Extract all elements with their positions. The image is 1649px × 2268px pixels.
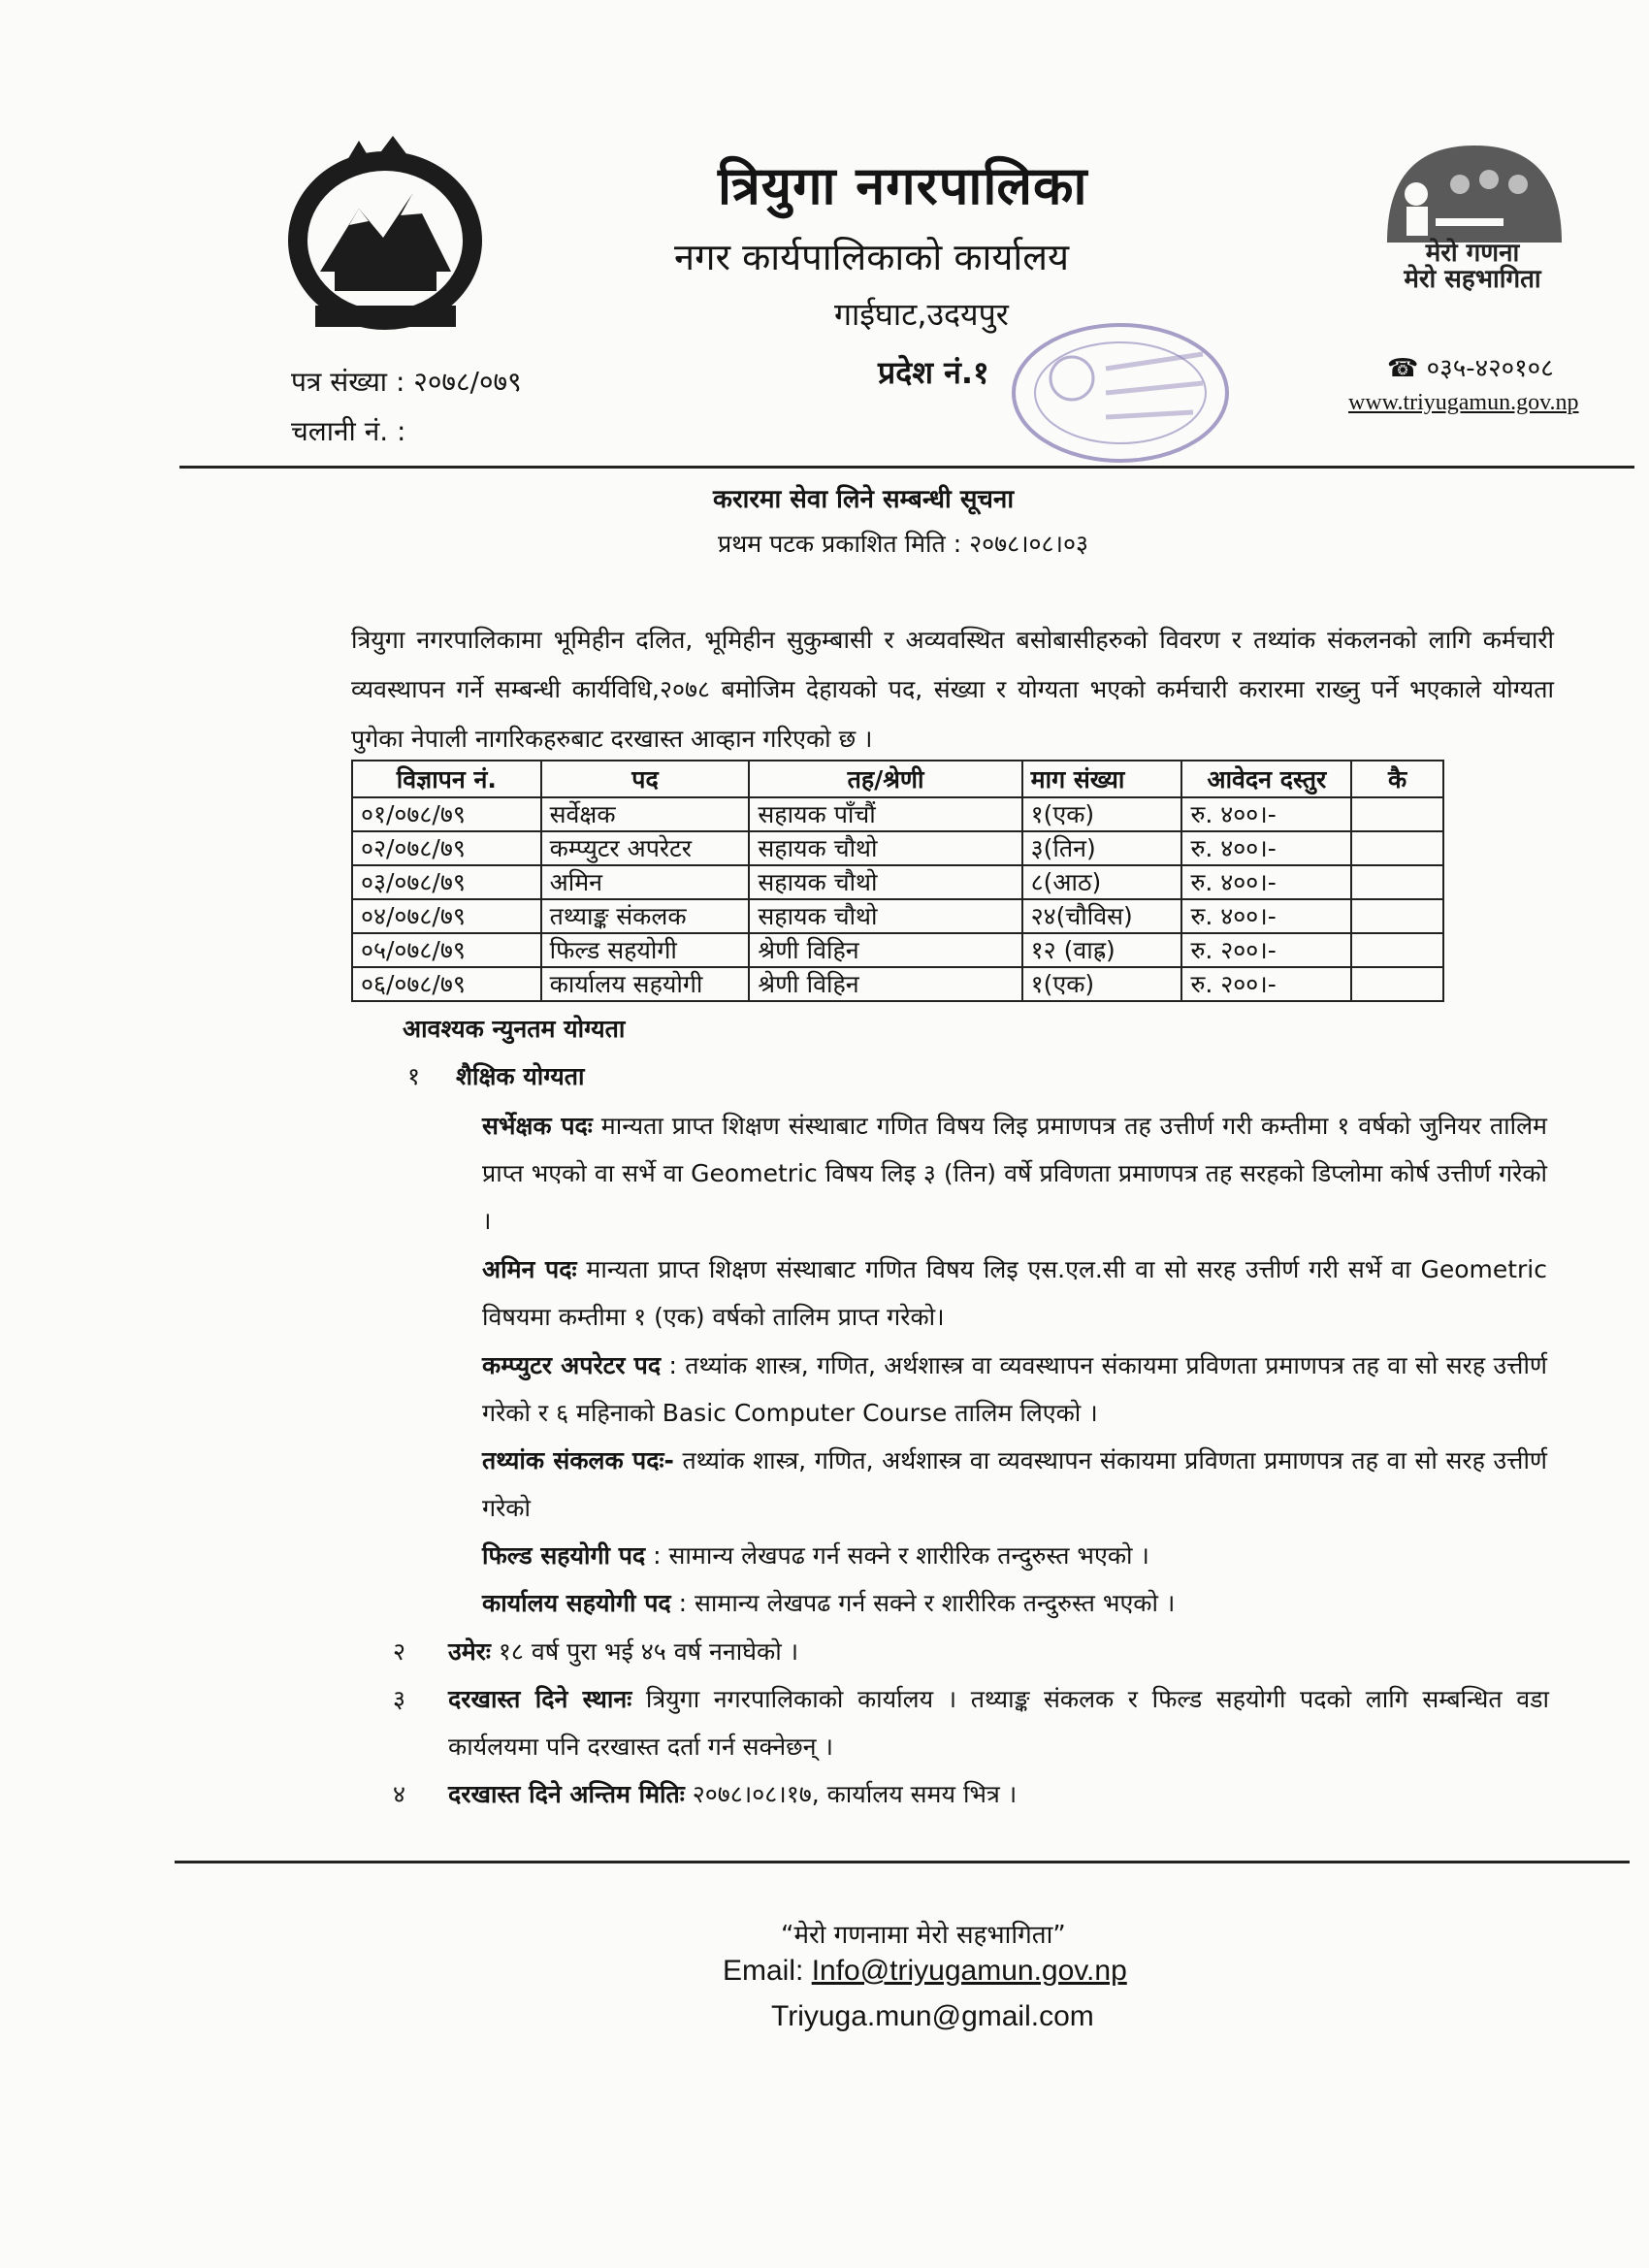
office-name: नगर कार्यपालिकाको कार्यालय <box>674 236 1070 278</box>
table-cell: सहायक पाँचौं <box>749 797 1021 831</box>
table-cell: फिल्ड सहयोगी <box>541 933 750 967</box>
enumerator-qualification: तथ्यांक संकलक पदः- तथ्यांक शास्त्र, गणित, अर्थशास्त्र वा व्यवस्थापन संकायमा प्रविणता प्रमाणपत्र तह वा सो सरह उत्तीर्ण गरेको <box>482 1446 1547 1522</box>
table-row <box>352 899 1443 933</box>
min-qualification-heading: आवश्यक न्युनतम योग्यता <box>403 1015 626 1043</box>
surveyor-label: सर्भेक्षक पदः <box>482 1112 593 1140</box>
age-label: उमेरः <box>448 1637 491 1666</box>
educational-qualification-heading: शैक्षिक योग्यता <box>456 1062 585 1090</box>
table-cell: ३(तिन) <box>1022 831 1182 865</box>
office-website-link[interactable]: www.triyugamun.gov.np <box>1348 390 1579 415</box>
application-place: दरखास्त दिने स्थानः त्रियुगा नगरपालिकाको कार्यालय । तथ्याङ्क संकलक र फिल्ड सहयोगी पदको लागि सम्बन्धित वडा कार्यलयमा पनि दरखास्त दर्ता गर्न सक्नेछन् । <box>448 1685 1549 1761</box>
office-seal-stamp <box>999 315 1237 470</box>
table-cell: ०५/०७८/७९ <box>352 933 541 967</box>
column-header: तह/श्रेणी <box>749 761 1021 797</box>
table-cell: रु. ४००।- <box>1181 865 1351 899</box>
header-divider <box>179 466 1634 469</box>
notice-title: करारमा सेवा लिने सम्बन्धी सूचना <box>713 485 1015 514</box>
table-cell: सहायक चौथो <box>749 831 1021 865</box>
table-cell: अमिन <box>541 865 750 899</box>
item-number: ४ <box>393 1780 406 1808</box>
application-deadline: दरखास्त दिने अन्तिम मितिः २०७८।०८।१७, कार्यालय समय भित्र । <box>448 1780 1018 1808</box>
footer-divider <box>175 1861 1630 1863</box>
office-assistant-qualification: कार्यालय सहयोगी पद : सामान्य लेखपढ गर्न सक्ने र शारीरिक तन्दुरुस्त भएको । <box>482 1589 1176 1617</box>
email-label: Email: <box>723 1955 812 1987</box>
table-cell: १(एक) <box>1022 797 1182 831</box>
table-cell: ०३/०७८/७९ <box>352 865 541 899</box>
table-cell: सहायक चौथो <box>749 865 1021 899</box>
column-header: पद <box>541 761 750 797</box>
computer-operator-label: कम्प्युटर अपरेटर पद <box>482 1351 662 1379</box>
table-cell <box>1351 831 1443 865</box>
table-row <box>352 967 1443 1001</box>
table-cell: ०२/०७८/७९ <box>352 831 541 865</box>
table-row <box>352 865 1443 899</box>
table-cell <box>1351 933 1443 967</box>
application-place-label: दरखास्त दिने स्थानः <box>448 1685 632 1713</box>
table-cell <box>1351 797 1443 831</box>
table-cell: २४(चौविस) <box>1022 899 1182 933</box>
table-cell: तथ्याङ्क संकलक <box>541 899 750 933</box>
table-cell: १२ (वाह्र) <box>1022 933 1182 967</box>
nepal-government-emblem <box>276 136 495 340</box>
table-cell: ८(आठ) <box>1022 865 1182 899</box>
secondary-email[interactable]: Triyuga.mun@gmail.com <box>771 2000 1094 2032</box>
table-header-row <box>352 761 1443 797</box>
table-cell: कम्प्युटर अपरेटर <box>541 831 750 865</box>
org-name: त्रियुगा नगरपालिका <box>718 155 1088 216</box>
table-row <box>352 933 1443 967</box>
item-number: ३ <box>393 1685 406 1713</box>
table-cell: १(एक) <box>1022 967 1182 1001</box>
table-cell: रु. ४००।- <box>1181 899 1351 933</box>
field-assistant-qualification: फिल्ड सहयोगी पद : सामान्य लेखपढ गर्न सक्ने र शारीरिक तन्दुरुस्त भएको । <box>482 1541 1149 1570</box>
column-header: विज्ञापन नं. <box>352 761 541 797</box>
table-cell: सर्वेक्षक <box>541 797 750 831</box>
footer-slogan: “मेरो गणनामा मेरो सहभागिता” <box>781 1921 1066 1950</box>
column-header: कै <box>1351 761 1443 797</box>
primary-email-link[interactable]: Info@triyugamun.gov.np <box>811 1955 1127 1987</box>
field-assistant-label: फिल्ड सहयोगी पद <box>482 1541 646 1570</box>
notice-intro-paragraph: त्रियुगा नगरपालिकामा भूमिहीन दलित, भूमिहीन सुकुम्बासी र अव्यवस्थित बसोबासीहरुको विवरण र तथ्यांक संकलनको लागि कर्मचारी व्यवस्थापन गर्ने सम्बन्धी कार्यविधि,२०७८ बमोजिम देहायको पद, संख्या र योग्यता भएको कर्मचारी करारमा राख्नु पर्ने भएकाले योग्यता पुगेका नेपाली नागरिकहरुबाट दरखास्त आव्हान गरिएको छ । <box>351 626 1554 753</box>
table-cell: ०४/०७८/७९ <box>352 899 541 933</box>
item-number: १ <box>407 1062 421 1090</box>
census-logo-lettering: मेरो गणना मेरो सहभागिता <box>1404 239 1541 295</box>
enumerator-label: तथ्यांक संकलक पदः- <box>482 1446 674 1474</box>
office-address: गाईघाट,उदयपुर <box>834 296 1009 333</box>
table-cell: कार्यालय सहयोगी <box>541 967 750 1001</box>
table-cell: ०६/०७८/७९ <box>352 967 541 1001</box>
age-requirement: उमेरः १८ वर्ष पुरा भई ४५ वर्ष ननाघेको । <box>448 1637 799 1666</box>
table-cell: सहायक चौथो <box>749 899 1021 933</box>
table-cell: रु. २००।- <box>1181 933 1351 967</box>
surveyor-qualification: सर्भेक्षक पदः मान्यता प्राप्त शिक्षण संस्थाबाट गणित विषय लिइ प्रमाणपत्र तह उत्तीर्ण गरी कम्तीमा १ वर्षको जुनियर तालिम प्राप्त भएको वा सर्भे वा Geometric विषय लिइ ३ (तिन) वर्षे प्रविणता प्रमाणपत्र तह सरहको डिप्लोमा कोर्ष उत्तीर्ण गरेको । <box>482 1112 1547 1235</box>
vacancy-table <box>351 760 1444 1002</box>
office-assistant-label: कार्यालय सहयोगी पद <box>482 1589 671 1617</box>
notice-published-date: प्रथम पटक प्रकाशित मिति : २०७८।०८।०३ <box>718 530 1089 558</box>
table-cell: रु. ४००।- <box>1181 831 1351 865</box>
table-cell: श्रेणी विहिन <box>749 967 1021 1001</box>
deadline-label: दरखास्त दिने अन्तिम मितिः <box>448 1780 685 1808</box>
item-number: २ <box>393 1637 406 1666</box>
footer-email-line <box>723 1955 1127 1988</box>
amin-qualification: अमिन पदः मान्यता प्राप्त शिक्षण संस्थाबाट गणित विषय लिइ एस.एल.सी वा सो सरह उत्तीर्ण गरी सर्भे वा Geometric विषयमा कम्तीमा १ (एक) वर्षको तालिम प्राप्त गरेको। <box>482 1255 1548 1331</box>
dispatch-number: चलानी नं. : <box>291 415 406 447</box>
office-phone: ☎ ०३५-४२०१०८ <box>1387 354 1554 383</box>
province-number: प्रदेश नं.१ <box>878 354 989 391</box>
amin-label: अमिन पदः <box>482 1255 577 1283</box>
computer-operator-qualification: कम्प्युटर अपरेटर पद : तथ्यांक शास्त्र, गणित, अर्थशास्त्र वा व्यवस्थापन संकायमा प्रविणता प्रमाणपत्र तह वा सो सरह उत्तीर्ण गरेको र ६ महिनाको Basic Computer Course तालिम लिएको । <box>482 1351 1547 1427</box>
letter-reference-number: पत्र संख्या : २०७८/०७९ <box>291 366 522 398</box>
table-cell: ०१/०७८/७९ <box>352 797 541 831</box>
table-row <box>352 797 1443 831</box>
table-row <box>352 831 1443 865</box>
table-cell <box>1351 899 1443 933</box>
column-header: माग संख्या <box>1022 761 1182 797</box>
column-header: आवेदन दस्तुर <box>1181 761 1351 797</box>
table-cell: श्रेणी विहिन <box>749 933 1021 967</box>
table-cell <box>1351 865 1443 899</box>
table-cell: रु. ४००।- <box>1181 797 1351 831</box>
table-cell <box>1351 967 1443 1001</box>
table-cell: रु. २००।- <box>1181 967 1351 1001</box>
